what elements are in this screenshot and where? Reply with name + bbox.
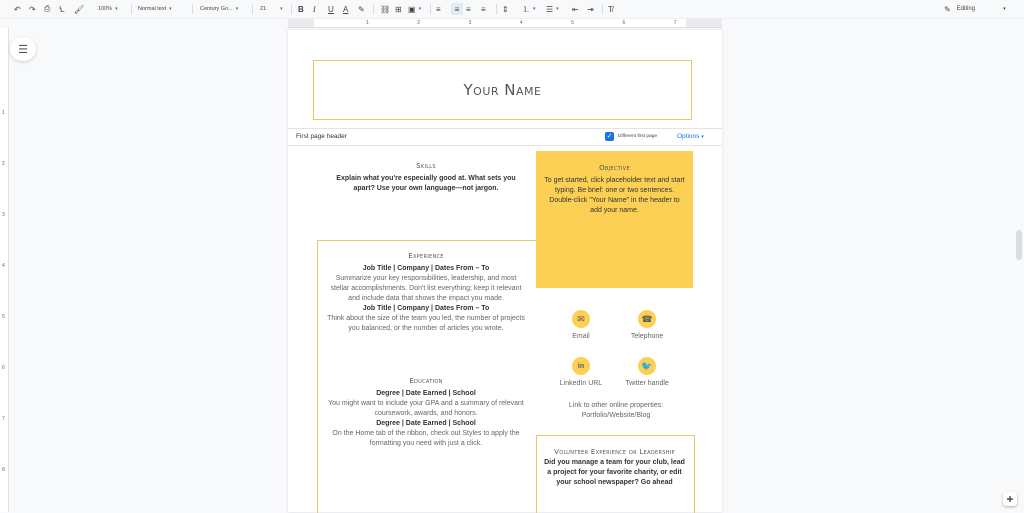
objective-section[interactable]: [544, 164, 685, 216]
explore-icon: ✚: [1006, 494, 1014, 504]
divider: [291, 4, 292, 14]
divider: [496, 4, 497, 14]
document-outline-button[interactable]: [10, 37, 36, 61]
ruler-number: 7: [673, 20, 677, 26]
divider: [602, 4, 603, 14]
vertical-ruler-number: 1: [2, 110, 5, 116]
volunteer-section[interactable]: [544, 446, 685, 488]
redo-icon[interactable]: ↷: [29, 4, 36, 14]
increase-indent-icon[interactable]: ⇥: [587, 4, 594, 14]
ruler-number: 4: [519, 20, 523, 26]
ruler-margin-left: [288, 19, 314, 27]
vertical-ruler-number: 6: [2, 365, 5, 371]
online-properties-text[interactable]: Link to other online properties: Portfolio/Website/Blog: [568, 402, 664, 419]
vertical-ruler-number: 5: [2, 314, 5, 320]
skills-section[interactable]: [326, 162, 526, 194]
chevron-down-icon: ▾: [235, 6, 239, 12]
italic-icon[interactable]: I: [313, 4, 316, 14]
email-icon: ✉: [572, 310, 590, 328]
ruler-margin-right: [686, 19, 722, 27]
job-description-1: Summarize your key responsibilities, leadership, and most stellar accomplishments. Don't list everything; keep it relevant and include data that shows the impact you made.: [330, 275, 522, 302]
vertical-ruler-number: 4: [2, 263, 5, 269]
divider: [131, 4, 132, 14]
options-label: Options: [677, 132, 700, 140]
line-spacing-icon[interactable]: ⇕: [502, 4, 509, 14]
education-section[interactable]: [326, 377, 526, 449]
highlight-icon[interactable]: ✎: [358, 4, 365, 14]
job-title-2: Job Title | Company | Dates From – To: [362, 305, 490, 312]
job-title-1: Job Title | Company | Dates From – To: [362, 265, 490, 272]
chevron-down-icon: ▾: [115, 6, 118, 12]
explore-button[interactable]: [1003, 492, 1017, 506]
divider: [373, 4, 374, 14]
divider: [430, 4, 431, 14]
first-page-header-label: First page header: [296, 133, 347, 140]
print-icon[interactable]: ⎙: [44, 4, 51, 13]
style-select[interactable]: [138, 3, 172, 15]
link-icon[interactable]: ⛓: [380, 4, 391, 14]
divider: [192, 4, 193, 14]
editing-mode-select[interactable]: [944, 3, 1006, 15]
underline-icon[interactable]: U: [328, 4, 334, 14]
ruler-number: 5: [571, 20, 574, 26]
vertical-ruler-number: 2: [2, 161, 5, 167]
vertical-ruler[interactable]: [0, 28, 9, 512]
zoom-value: 100%: [98, 6, 113, 12]
degree-description-2: On the Home tab of the ribbon, check out Styles to apply the formatting you need with just a click.: [332, 430, 520, 447]
divider: [252, 4, 253, 14]
vertical-ruler-number: 7: [2, 416, 5, 422]
name-placeholder[interactable]: [313, 60, 692, 120]
ruler-number: 1: [366, 20, 369, 26]
font-size-select[interactable]: [260, 3, 283, 15]
spellcheck-icon[interactable]: Ꝇ: [59, 4, 65, 14]
editing-mode-label: Editing: [956, 6, 976, 12]
vertical-ruler-number: 3: [2, 212, 5, 218]
align-center-icon[interactable]: ≡: [451, 3, 463, 15]
font-size-value: 21: [260, 6, 267, 12]
chevron-down-icon: ▾: [280, 6, 283, 12]
document-page[interactable]: [288, 30, 722, 512]
toolbar: [0, 0, 1024, 19]
ruler-number: 6: [622, 20, 626, 26]
education-heading: Education: [409, 377, 443, 385]
chevron-down-icon: ▾: [418, 6, 422, 12]
text-color-icon[interactable]: A: [343, 4, 349, 14]
ruler-number: 2: [417, 20, 421, 26]
telephone-icon: ☎: [638, 310, 656, 328]
scrollbar-thumb[interactable]: [1016, 230, 1022, 260]
telephone-label[interactable]: Telephone: [630, 333, 664, 340]
header-options-button[interactable]: [677, 133, 704, 140]
degree-2: Degree | Date Earned | School: [376, 420, 476, 427]
objective-text-2: Double-click "Your Name" in the header to add your name.: [549, 197, 680, 214]
objective-text-1: To get started, click placeholder text and start typing. Be brief: one or two sentences.: [544, 177, 685, 194]
degree-1: Degree | Date Earned | School: [376, 390, 476, 397]
decrease-indent-icon[interactable]: ⇤: [572, 4, 579, 14]
chevron-down-icon: ▾: [556, 6, 559, 12]
comment-icon[interactable]: ⊞: [395, 4, 402, 14]
bulleted-list-icon[interactable]: ☰ ▾: [546, 4, 559, 14]
header-bar: [288, 128, 722, 146]
different-first-page-checkbox[interactable]: ✓: [606, 133, 613, 140]
paint-format-icon[interactable]: 🖌: [74, 4, 85, 14]
outline-icon: ☰: [18, 43, 28, 56]
font-value: Century Go...: [200, 6, 233, 12]
different-first-page-label: Different first page: [618, 134, 658, 139]
undo-icon[interactable]: ↶: [14, 4, 21, 14]
pencil-icon: ✎: [944, 4, 951, 14]
linkedin-icon: in: [572, 357, 590, 375]
align-left-icon[interactable]: ≡: [436, 4, 441, 14]
twitter-label[interactable]: Twitter handle: [625, 380, 669, 387]
style-value: Normal text: [138, 6, 167, 12]
email-label[interactable]: Email: [572, 333, 590, 340]
skills-heading: Skills: [416, 162, 436, 170]
chevron-down-icon: ▾: [169, 6, 172, 12]
experience-section[interactable]: [326, 252, 526, 334]
align-right-icon[interactable]: ≡: [466, 4, 471, 14]
volunteer-heading: Volunteer Experience or Leadership: [554, 448, 675, 456]
horizontal-ruler[interactable]: [288, 19, 722, 28]
degree-description-1: You might want to include your GPA and a summary of relevant coursework, awards, and honors.: [328, 400, 524, 417]
chevron-down-icon: ▾: [1003, 6, 1006, 12]
chevron-down-icon: ▾: [533, 6, 536, 12]
align-justify-icon[interactable]: ≡: [481, 4, 486, 14]
image-icon[interactable]: ▣ ▾: [408, 4, 422, 14]
volunteer-text: Did you manage a team for your club, lead a project for your favorite charity, or edit your school newspaper? Go ahead: [544, 459, 685, 486]
ruler-number: 3: [468, 20, 472, 26]
job-description-2: Think about the size of the team you led, the number of projects you balanced, or the number of articles you wrote.: [327, 315, 525, 332]
vertical-ruler-number: 8: [2, 467, 5, 473]
twitter-icon: 🐦: [638, 357, 656, 375]
numbered-list-icon[interactable]: ⒈ ▾: [522, 4, 536, 14]
experience-heading: Experience: [408, 252, 444, 260]
objective-heading: Objective: [599, 164, 630, 172]
linkedin-label[interactable]: LinkedIn URL: [559, 380, 603, 387]
bold-icon[interactable]: B: [298, 4, 304, 14]
zoom-select[interactable]: [98, 3, 118, 15]
font-select[interactable]: [200, 3, 238, 15]
skills-text: Explain what you're especially good at. What sets you apart? Use your own language—not jargon.: [336, 175, 516, 192]
chevron-down-icon: ▾: [701, 133, 704, 140]
clear-formatting-icon[interactable]: T̸: [608, 4, 613, 14]
your-name-text: Your Name: [463, 81, 542, 99]
